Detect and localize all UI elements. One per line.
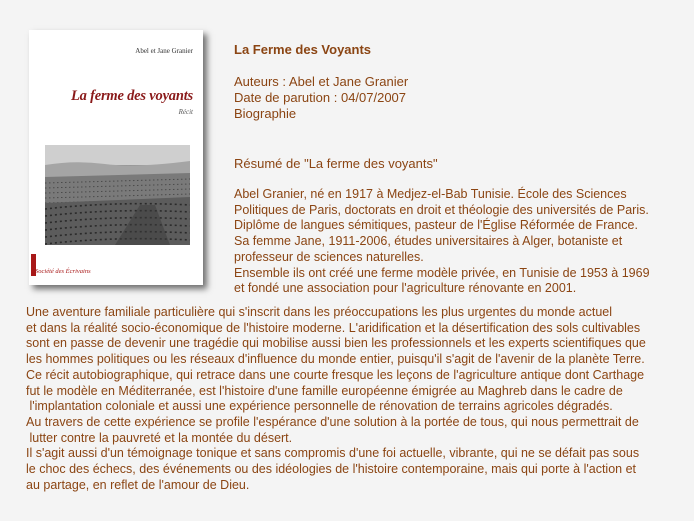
body-line: Une aventure familiale particulière qui s'inscrit dans les préoccupations les plus urgentes du monde actuel [26,305,613,319]
book-cover [29,30,203,285]
bio-line: Ensemble ils ont créé une ferme modèle privée, en Tunisie de 1953 à 1969 [234,265,650,280]
cover-title: La ferme des voyants [70,88,193,104]
book-info [234,42,408,122]
bio-line: Politiques de Paris, doctorats en droit et théologie des universités de Paris. [234,202,649,217]
book-title: La Ferme des Voyants [234,42,372,57]
body-line: l'implantation coloniale et aussi une expérience personnelle de rénovation de terrains agricoles dégradés. [26,399,613,414]
cover-publisher: Société des Écrivains [35,268,91,275]
summary-bio [234,187,684,297]
bio-line: Sa femme Jane, 1911-2006, études universitaires à Alger, botaniste et [234,234,623,249]
book-date: Date de parution : 04/07/2007 [234,90,407,105]
summary-body [26,305,686,493]
body-line: Ce récit autobiographique, qui retrace dans une courte fresque les leçons de l'agriculture antique dont Carthage [26,367,645,382]
body-line: lutter contre la pauvreté et la montée du désert. [26,430,293,445]
cover-authors: Abel et Jane Granier [135,47,193,55]
body-line: sont en passe de devenir une tragédie qui mobilise aussi bien les professionnels et les experts scientifiques que [26,336,646,351]
bio-line: professeur de sciences naturelles. [234,249,424,264]
body-line: le choc des échecs, des événements ou des idéologies de l'histoire contemporaine, mais qui porte à l'action et [26,462,636,477]
body-line: les hommes politiques ou les réseaux d'influence du monde entier, puisqu'il s'agit de l'avenir de la planète Terre. [26,352,645,367]
summary-heading: Résumé de "La ferme des voyants" [234,156,438,171]
bio-line: et fondé une association pour l'agriculture rénovante en 2001. [234,281,577,296]
body-line: au partage, en reflet de l'amour de Dieu. [26,477,250,492]
book-authors: Auteurs : Abel et Jane Granier [234,74,409,89]
book-genre: Biographie [234,106,297,121]
body-line: Il s'agit aussi d'un témoignage tonique et sans compromis d'une foi actuelle, vibrante, qui ne se défait pas sous [26,446,640,461]
body-line: Au travers de cette expérience se profile l'espérance d'une solution à la portée de tous, qui nous permettrait de [26,414,639,429]
cover-genre: Récit [178,108,193,116]
cover-landscape-photo [45,145,190,245]
bio-line: Diplôme de langues sémitiques, pasteur de l'Église Réformée de France. [234,218,638,233]
body-line: et dans la réalité socio-économique de l'histoire moderne. L'aridification et la désertification des sols cultivables [26,320,641,335]
body-line: fut le modèle en Méditerranée, est l'histoire d'une famille européenne émigrée au Maghreb dans le cadre de [26,383,623,398]
bio-line: Abel Granier, né en 1917 à Medjez-el-Bab Tunisie. École des Sciences [234,187,627,201]
